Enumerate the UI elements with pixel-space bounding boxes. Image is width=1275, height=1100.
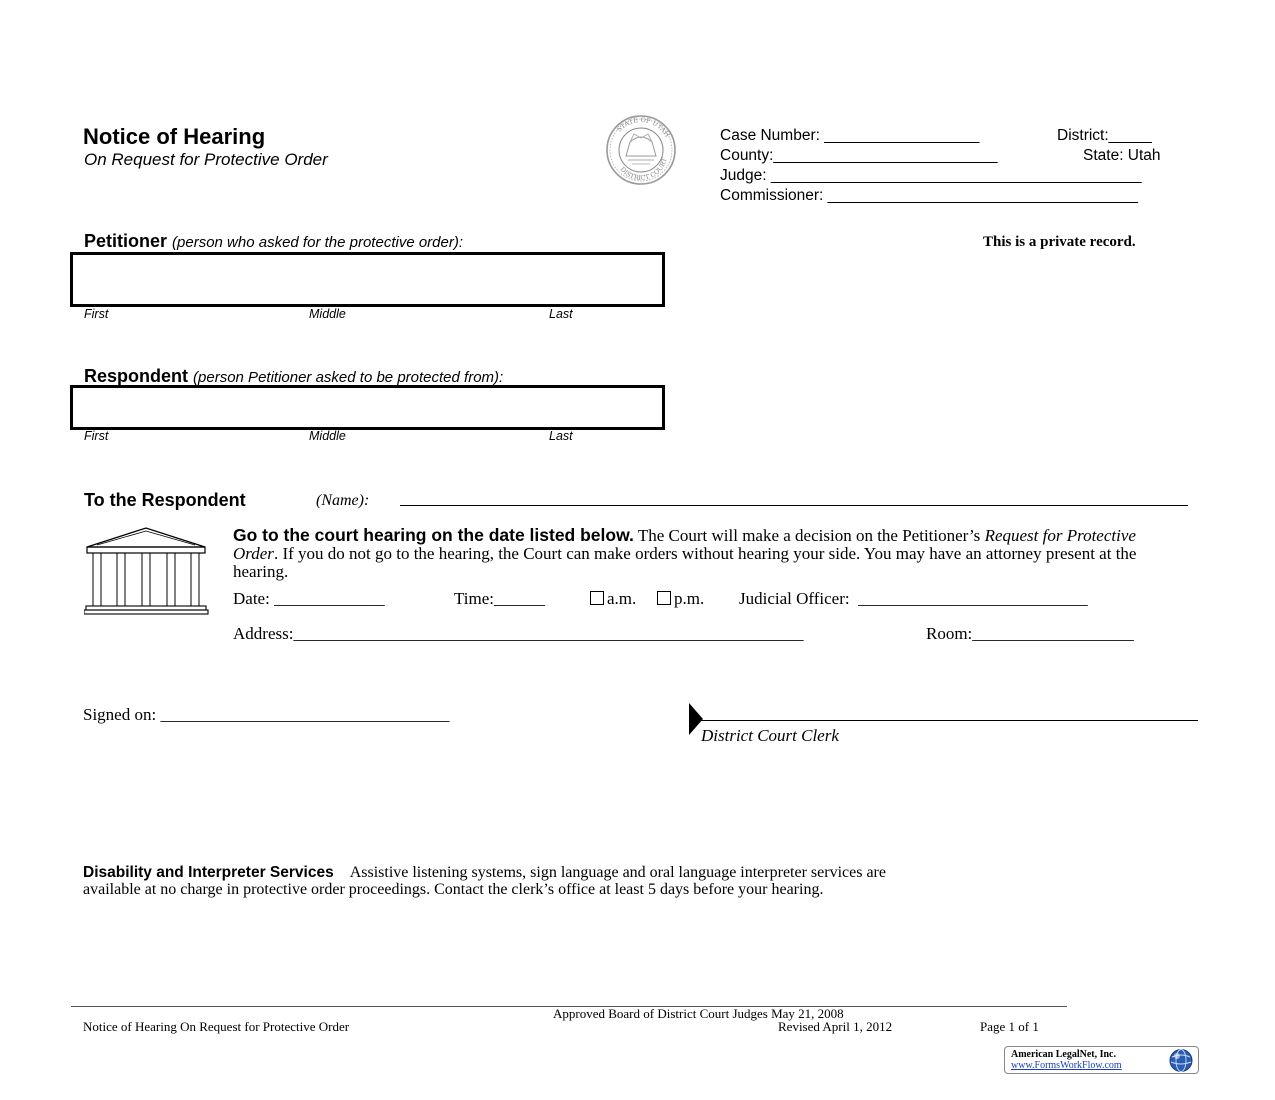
pm-checkbox[interactable]	[657, 591, 671, 605]
judicial-officer-field[interactable]: Judicial Officer: ___________________________	[739, 589, 1088, 608]
hearing-date-field[interactable]: Date: _____________	[233, 589, 385, 608]
respondent-name-box[interactable]	[70, 385, 665, 430]
pm-label: p.m.	[674, 589, 705, 608]
county-field[interactable]: County:__________________________	[720, 147, 998, 164]
footer-approved: Approved Board of District Court Judges May 21, 2008	[553, 1006, 844, 1021]
page-subtitle: On Request for Protective Order	[84, 150, 328, 169]
hearing-address-field[interactable]: Address:____________________________________________________________	[233, 624, 804, 643]
to-respondent-label: To the Respondent	[84, 490, 246, 510]
am-checkbox[interactable]	[590, 591, 604, 605]
badge-company-name: American LegalNet, Inc.	[1011, 1049, 1116, 1060]
hearing-heading: Go to the court hearing on the date listed below.	[233, 525, 634, 545]
petitioner-last-label: Last	[549, 307, 573, 321]
courthouse-icon	[84, 525, 209, 617]
judge-field[interactable]: Judge: ___________________________________________	[720, 167, 1142, 184]
petitioner-name-box[interactable]	[70, 252, 665, 307]
district-field[interactable]: District:_____	[1057, 127, 1152, 144]
pm-option[interactable]	[654, 589, 704, 609]
footer-revised: Revised April 1, 2012	[778, 1019, 893, 1034]
seal-bottom-text: DISTRICT COURT	[618, 156, 669, 183]
badge-website-link[interactable]: www.FormsWorkFlow.com	[1011, 1060, 1122, 1071]
american-legalnet-badge[interactable]	[1004, 1046, 1199, 1074]
respondent-middle-label: Middle	[309, 429, 346, 443]
disability-notice	[83, 864, 1193, 898]
clerk-signature-line[interactable]	[700, 720, 1198, 721]
footer-page-number: Page 1 of 1	[980, 1019, 1039, 1034]
respondent-hint: (person Petitioner asked to be protected from):	[193, 369, 504, 386]
hearing-text-2: . If you do not go to the hearing, the Court can make orders without hearing your side. You may have an attorney present at the hearing.	[233, 544, 1137, 581]
disability-text-line-1: Assistive listening systems, sign language and oral language interpreter services are	[349, 864, 886, 881]
disability-text-line-2: available at no charge in protective order proceedings. Contact the clerk’s office at least 5 days before your hearing.	[83, 881, 824, 898]
page-title: Notice of Hearing	[83, 124, 266, 149]
am-option[interactable]	[587, 589, 636, 609]
disability-heading: Disability and Interpreter Services	[83, 864, 334, 881]
globe-icon	[1168, 1048, 1194, 1078]
respondent-label: Respondent	[84, 366, 189, 386]
petitioner-hint: (person who asked for the protective order):	[172, 234, 464, 251]
district-court-clerk-label: District Court Clerk	[701, 726, 839, 745]
respondent-first-label: First	[84, 429, 109, 443]
hearing-text-1: The Court will make a decision on the Petitioner’s	[633, 526, 985, 545]
am-label: a.m.	[607, 589, 637, 608]
svg-text:STATE OF UTAH	[615, 116, 671, 139]
petitioner-heading	[84, 231, 463, 252]
petitioner-middle-label: Middle	[309, 307, 346, 321]
to-respondent-name-hint: (Name):	[316, 492, 370, 509]
petitioner-name-value	[73, 255, 662, 283]
seal-top-text: STATE OF UTAH	[615, 115, 672, 139]
respondent-name-value	[73, 388, 662, 410]
utah-district-court-seal	[582, 114, 700, 186]
respondent-name-line[interactable]	[400, 505, 1188, 506]
respondent-last-label: Last	[549, 429, 573, 443]
hearing-text-italic: Request for Protective Order	[233, 526, 1136, 563]
hearing-instructions	[233, 526, 1178, 581]
petitioner-label: Petitioner	[84, 231, 168, 251]
case-number-field[interactable]: Case Number: __________________	[720, 127, 980, 144]
private-record-notice: This is a private record.	[983, 234, 1136, 250]
respondent-heading	[84, 366, 503, 387]
hearing-time-field[interactable]: Time:______	[454, 589, 546, 608]
state-field: State: Utah	[1083, 147, 1161, 164]
petitioner-first-label: First	[84, 307, 109, 321]
hearing-room-field[interactable]: Room:___________________	[926, 624, 1134, 643]
commissioner-field[interactable]: Commissioner: ____________________________________	[720, 187, 1138, 204]
signed-on-field[interactable]: Signed on: __________________________________	[83, 705, 450, 724]
footer-form-name: Notice of Hearing On Request for Protective Order	[83, 1019, 350, 1034]
